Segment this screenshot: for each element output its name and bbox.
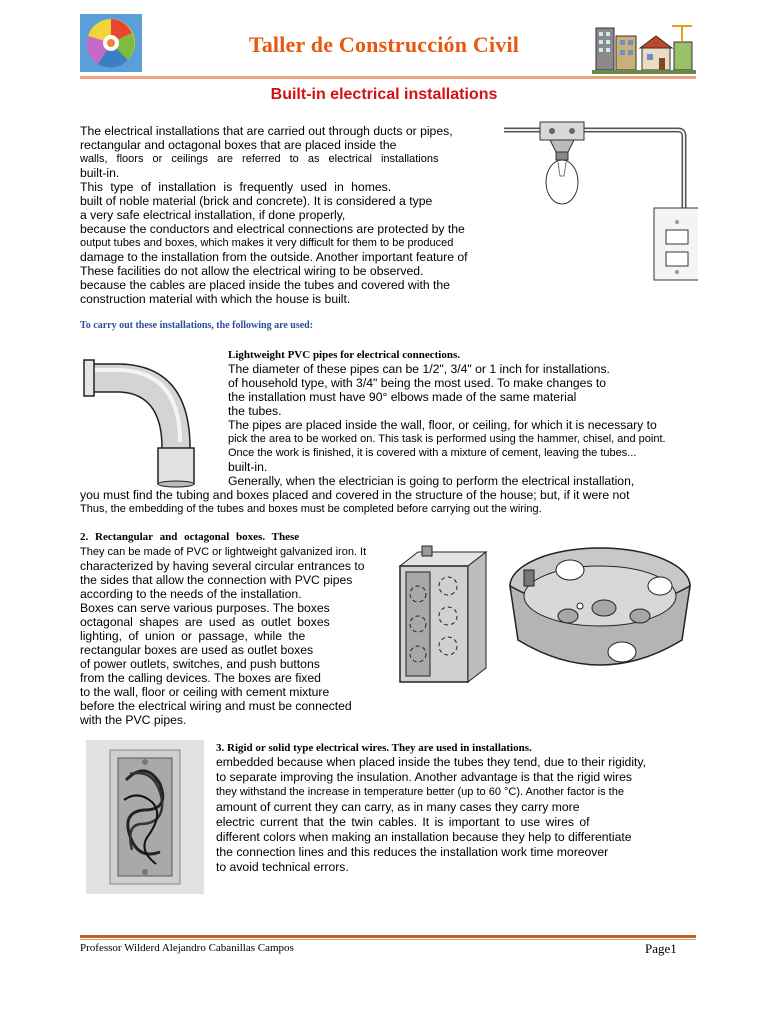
section1-paragraph [0,362,768,522]
intro-line: built-in. [80,166,120,180]
section3-line: embedded because when placed inside the tubes they tend, due to their rigidity, [216,755,647,769]
section3-line: to separate improving the insulation. Another advantage is that the rigid wires [216,770,632,784]
section1-line: you must find the tubing and boxes placed and covered in the structure of the house; but, if it were not [80,488,630,502]
section2-line: the sides that allow the connection with PVC pipes [80,573,353,587]
section2-line: octagonal shapes are used as outlet boxes [80,615,330,629]
footer-rule-thin [80,939,696,940]
intro-line: because the conductors and electrical connections are protected by the [80,222,465,236]
intro-line: built of noble material (brick and concrete). It is considered a type [80,194,433,208]
section1-line: the installation must have 90° elbows made of the same material [228,390,577,404]
page-number: Page1 [645,941,677,956]
section1-line: The diameter of these pipes can be 1/2", 3/4" or 1 inch for installations. [228,362,610,376]
section3-line: to avoid technical errors. [216,860,349,874]
section1-line: the tubes. [228,404,282,418]
section2-line: from the calling devices. The boxes are fixed [80,671,321,685]
footer-rule [80,935,696,938]
section2-line: rectangular boxes are used as outlet boxes [80,643,314,657]
section3-line: amount of current they can carry, as in many cases they carry more [216,800,580,814]
section1-line: Once the work is finished, it is covered with a mixture of cement, leaving the tubes... [228,447,637,459]
section1-line: Thus, the embedding of the tubes and boxes must be completed before carrying out the wiring. [80,503,542,515]
section2-line: with the PVC pipes. [80,713,187,727]
section1-line: Generally, when the electrician is going to perform the electrical installation, [228,474,635,488]
intro-line: construction material with which the house is built. [80,292,351,306]
page-subtitle: Built-in electrical installations [270,86,498,103]
section2-line: They can be made of PVC or lightweight galvanized iron. It [80,546,367,558]
intro-line: walls, floors or ceilings are referred to as electrical installations [80,153,439,165]
section2-line: according to the needs of the installation. [80,587,302,601]
intro-line: a very safe electrical installation, if done properly, [80,208,346,222]
intro-line: output tubes and boxes, which makes it very difficult for them to be produced [80,237,454,249]
intro-line: The electrical installations that are carried out through ducts or pipes, [80,124,453,138]
section1-line: The pipes are placed inside the wall, floor, or ceiling, for which it is necessary to [228,418,657,432]
intro-line: These facilities do not allow the electrical wiring to be observed. [80,264,424,278]
intro-line: damage to the installation from the outside. Another important feature of [80,250,468,264]
section2-line: of power outlets, switches, and push buttons [80,657,320,671]
section2-line: characterized by having several circular entrances to [80,559,365,573]
section2-line: to the wall, floor or ceiling with cement mixture [80,685,330,699]
section2-line: lighting, of union or passage, while the [80,629,306,643]
intro-paragraph [80,124,500,309]
section3-heading: 3. Rigid or solid type electrical wires. They are used in installations. [216,742,532,754]
bulb-switch-illustration [502,112,698,298]
header-title: Taller de Construcción Civil [248,32,520,57]
section3-line: they withstand the increase in temperature better (up to 60 °C). Another factor is the [216,786,624,798]
footer-author: Professor Wilderd Alejandro Cabanillas Campos [80,942,294,954]
section3-line: the connection lines and this reduces the installation work time moreover [216,845,609,859]
section1-line: of household type, with 3/4" being the most used. To make changes to [228,376,607,390]
section2-line: before the electrical wiring and must be connected [80,699,352,713]
intro-line: This type of installation is frequently used in homes. [80,180,392,194]
buildings-illustration [592,18,696,74]
used-heading: To carry out these installations, the following are used: [80,320,314,331]
section3-paragraph [216,755,696,880]
section1-line: built-in. [228,460,268,474]
section2-line: Boxes can serve various purposes. The boxes [80,601,330,615]
section1-heading: Lightweight PVC pipes for electrical connections. [228,349,460,361]
section3-line: different colors when making an installation because they help to differentiate [216,830,632,844]
rectangular-box-illustration [396,544,492,686]
intro-line: because the cables are placed inside the tubes and covered with the [80,278,450,292]
section2-heading: 2. Rectangular and octagonal boxes. These [80,531,300,543]
section2-paragraph [80,545,390,730]
section3-line: electric current that the twin cables. It is important to use wires of [216,815,590,829]
intro-line: rectangular and octagonal boxes that are placed inside the [80,138,397,152]
section1-line: pick the area to be worked on. This task is performed using the hammer, chisel, and point. [228,433,666,445]
header-rule [80,76,696,79]
octagonal-box-illustration [504,540,696,692]
wires-in-box-photo [86,740,204,894]
